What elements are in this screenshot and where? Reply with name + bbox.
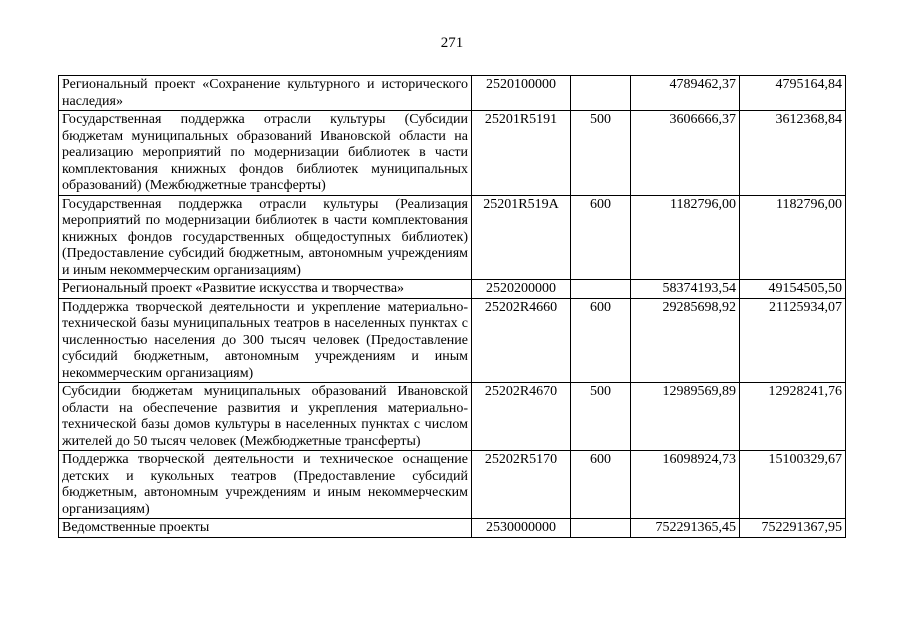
row-amount-1: 4789462,37	[631, 76, 740, 111]
row-expense-type	[571, 76, 631, 111]
page-number: 271	[440, 35, 464, 51]
row-amount-2: 21125934,07	[740, 298, 846, 383]
row-name: Поддержка творческой деятельности и техническое оснащение детских и кукольных театров (Предоставление субсидий бюджетным, автономным учреждениям и иным некоммерческим организациям)	[59, 451, 472, 519]
row-name: Поддержка творческой деятельности и укрепление материально-технической базы муниципальных театров в населенных пунктах с численностью населения до 300 тысяч человек (Предоставление субсидий бюджетным, автономным учреждениям и иным некоммерческим организациям)	[59, 298, 472, 383]
row-amount-2: 49154505,50	[740, 280, 846, 299]
row-target-code: 25202R4670	[472, 383, 571, 451]
row-expense-type: 500	[571, 383, 631, 451]
row-amount-2: 1182796,00	[740, 195, 846, 280]
row-amount-1: 29285698,92	[631, 298, 740, 383]
row-name: Государственная поддержка отрасли культуры (Субсидии бюджетам муниципальных образований Ивановской области на реализацию мероприятий по модернизации библиотек в части комплектования книжных фондов библиотек муниципальных образований) (Межбюджетные трансферты)	[59, 111, 472, 196]
row-amount-1: 752291365,45	[631, 519, 740, 538]
table-row	[59, 111, 846, 196]
row-expense-type	[571, 519, 631, 538]
row-amount-1: 3606666,37	[631, 111, 740, 196]
table-row	[59, 195, 846, 280]
row-target-code: 25202R5170	[472, 451, 571, 519]
row-name: Региональный проект «Сохранение культурного и исторического наследия»	[59, 76, 472, 111]
row-expense-type: 500	[571, 111, 631, 196]
row-amount-2: 15100329,67	[740, 451, 846, 519]
row-expense-type: 600	[571, 195, 631, 280]
row-amount-2: 752291367,95	[740, 519, 846, 538]
row-target-code: 2530000000	[472, 519, 571, 538]
row-name: Государственная поддержка отрасли культуры (Реализация мероприятий по модернизации библиотек в части комплектования книжных фондов государственных общедоступных библиотек) (Предоставление субсидий бюджетным, автономным учреждениям и иным некоммерческим организациям)	[59, 195, 472, 280]
row-amount-2: 4795164,84	[740, 76, 846, 111]
row-name: Субсидии бюджетам муниципальных образований Ивановской области на обеспечение развития и укрепления материально-технической базы домов культуры в населенных пунктах с числом жителей до 50 тысяч человек (Межбюджетные трансферты)	[59, 383, 472, 451]
row-name: Ведомственные проекты	[59, 519, 472, 538]
row-expense-type: 600	[571, 451, 631, 519]
table-row	[59, 76, 846, 111]
row-amount-1: 16098924,73	[631, 451, 740, 519]
row-amount-1: 58374193,54	[631, 280, 740, 299]
row-expense-type: 600	[571, 298, 631, 383]
budget-table	[58, 75, 846, 538]
row-name: Региональный проект «Развитие искусства и творчества»	[59, 280, 472, 299]
table-row	[59, 298, 846, 383]
row-target-code: 2520100000	[472, 76, 571, 111]
row-target-code: 25201R519A	[472, 195, 571, 280]
table-row	[59, 280, 846, 299]
row-target-code: 25202R4660	[472, 298, 571, 383]
row-expense-type	[571, 280, 631, 299]
table-row	[59, 383, 846, 451]
row-amount-2: 3612368,84	[740, 111, 846, 196]
row-target-code: 2520200000	[472, 280, 571, 299]
row-amount-2: 12928241,76	[740, 383, 846, 451]
row-amount-1: 12989569,89	[631, 383, 740, 451]
table-row	[59, 519, 846, 538]
row-target-code: 25201R5191	[472, 111, 571, 196]
row-amount-1: 1182796,00	[631, 195, 740, 280]
table-row	[59, 451, 846, 519]
